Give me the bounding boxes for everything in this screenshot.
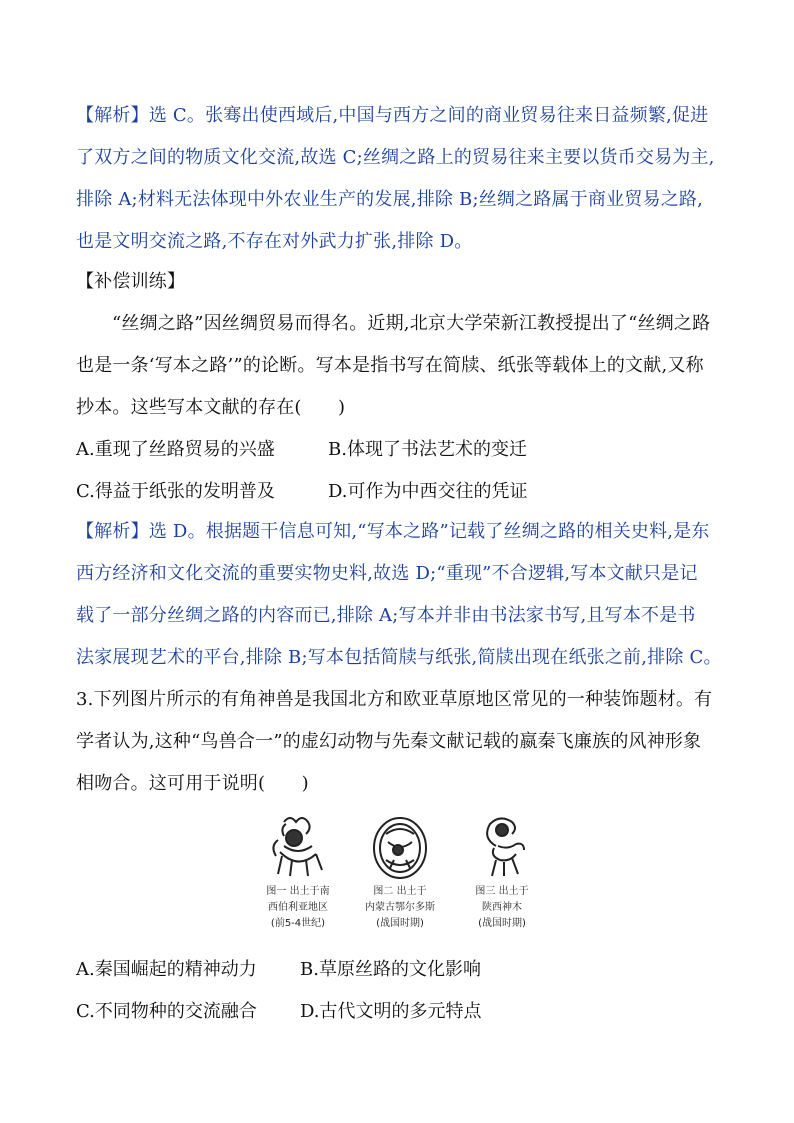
figure-1-caption-3: (前5-4世纪) [270,918,326,929]
figure-3 [454,812,550,932]
figure-3-caption-1: 图三 出土于 [475,886,529,897]
question-1-line-2: 也是一条‘写本之路’”的论断。写本是指书写在简牍、纸张等载体上的文献,又称 [76,355,704,376]
analysis-1-line-3: 排除 A;材料无法体现中外农业生产的发展,排除 B;丝绸之路属于商业贸易之路, [76,189,704,210]
analysis-1-line-1 [76,104,708,128]
analysis-2-text: 选 D。根据题干信息可知,“写本之路”记载了丝绸之路的相关史料,是东 [148,521,710,542]
figure-row [250,812,550,942]
analysis-1-line-4: 也是文明交流之路,不存在对外武力扩张,排除 D。 [76,231,473,252]
question-3-option-a: A.秦国崛起的精神动力 [76,959,257,980]
question-3-option-c: C.不同物种的交流融合 [76,1001,257,1022]
analysis-2-line-4: 法家展现艺术的平台,排除 B;写本包括简牍与纸张,简牍出现在纸张之前,排除 C。 [76,647,722,668]
figure-2-caption-2: 内蒙古鄂尔多斯 [365,902,435,913]
question-3-line-3: 相吻合。这可用于说明( ) [76,773,309,794]
figure-1 [250,812,346,932]
analysis-tag: 【解析】 [76,521,149,542]
analysis-1-line-2: 了双方之间的物质文化交流,故选 C;丝绸之路上的贸易往来主要以货币交易为主, [76,147,715,168]
question-3-line-2: 学者认为,这种“鸟兽合一”的虚幻动物与先秦文献记载的嬴秦飞廉族的风神形象 [76,731,702,752]
analysis-2-line-3: 载了一部分丝绸之路的内容而已,排除 A;写本并非由书法家书写,且写本不是书 [76,605,696,626]
analysis-tag: 【解析】 [76,105,149,126]
figure-2 [352,812,448,932]
question-1-option-d: D.可作为中西交往的凭证 [328,481,528,502]
question-1-option-b: B.体现了书法艺术的变迁 [328,439,527,460]
question-1-line-3: 抄本。这些写本文献的存在( ) [76,397,346,418]
question-3-line-1: 3.下列图片所示的有角神兽是我国北方和欧亚草原地区常见的一种装饰题材。有 [76,689,713,710]
figure-2-caption-3: (战国时期) [376,918,424,929]
figure-3-caption-3: (战国时期) [478,918,526,929]
horned-beast-figure-2-icon [368,812,432,884]
figure-1-caption-2: 西伯利亚地区 [268,902,328,913]
analysis-2-line-2: 西方经济和文化交流的重要实物史料,故选 D;“重现”不合逻辑,写本文献只是记 [76,563,698,584]
question-3-option-d: D.古代文明的多元特点 [300,1001,482,1022]
figure-1-caption-1: 图一 出土于南 [266,886,330,897]
question-1-line-1: “丝绸之路”因丝绸贸易而得名。近期,北京大学荣新江教授提出了“丝绸之路 [112,313,711,334]
section-title: 【补偿训练】 [76,271,186,292]
horned-beast-figure-1-icon [266,812,330,884]
question-3-option-b: B.草原丝路的文化影响 [300,959,481,980]
analysis-2-line-1 [76,520,710,544]
question-1-option-c: C.得益于纸张的发明普及 [76,481,275,502]
figure-2-caption-1: 图二 出土于 [373,886,427,897]
question-1-option-a: A.重现了丝路贸易的兴盛 [76,439,275,460]
figure-3-caption-2: 陕西神木 [482,902,522,913]
analysis-1-text: 选 C。张骞出使西域后,中国与西方之间的商业贸易往来日益频繁,促进 [148,105,709,126]
horned-beast-figure-3-icon [470,812,534,884]
